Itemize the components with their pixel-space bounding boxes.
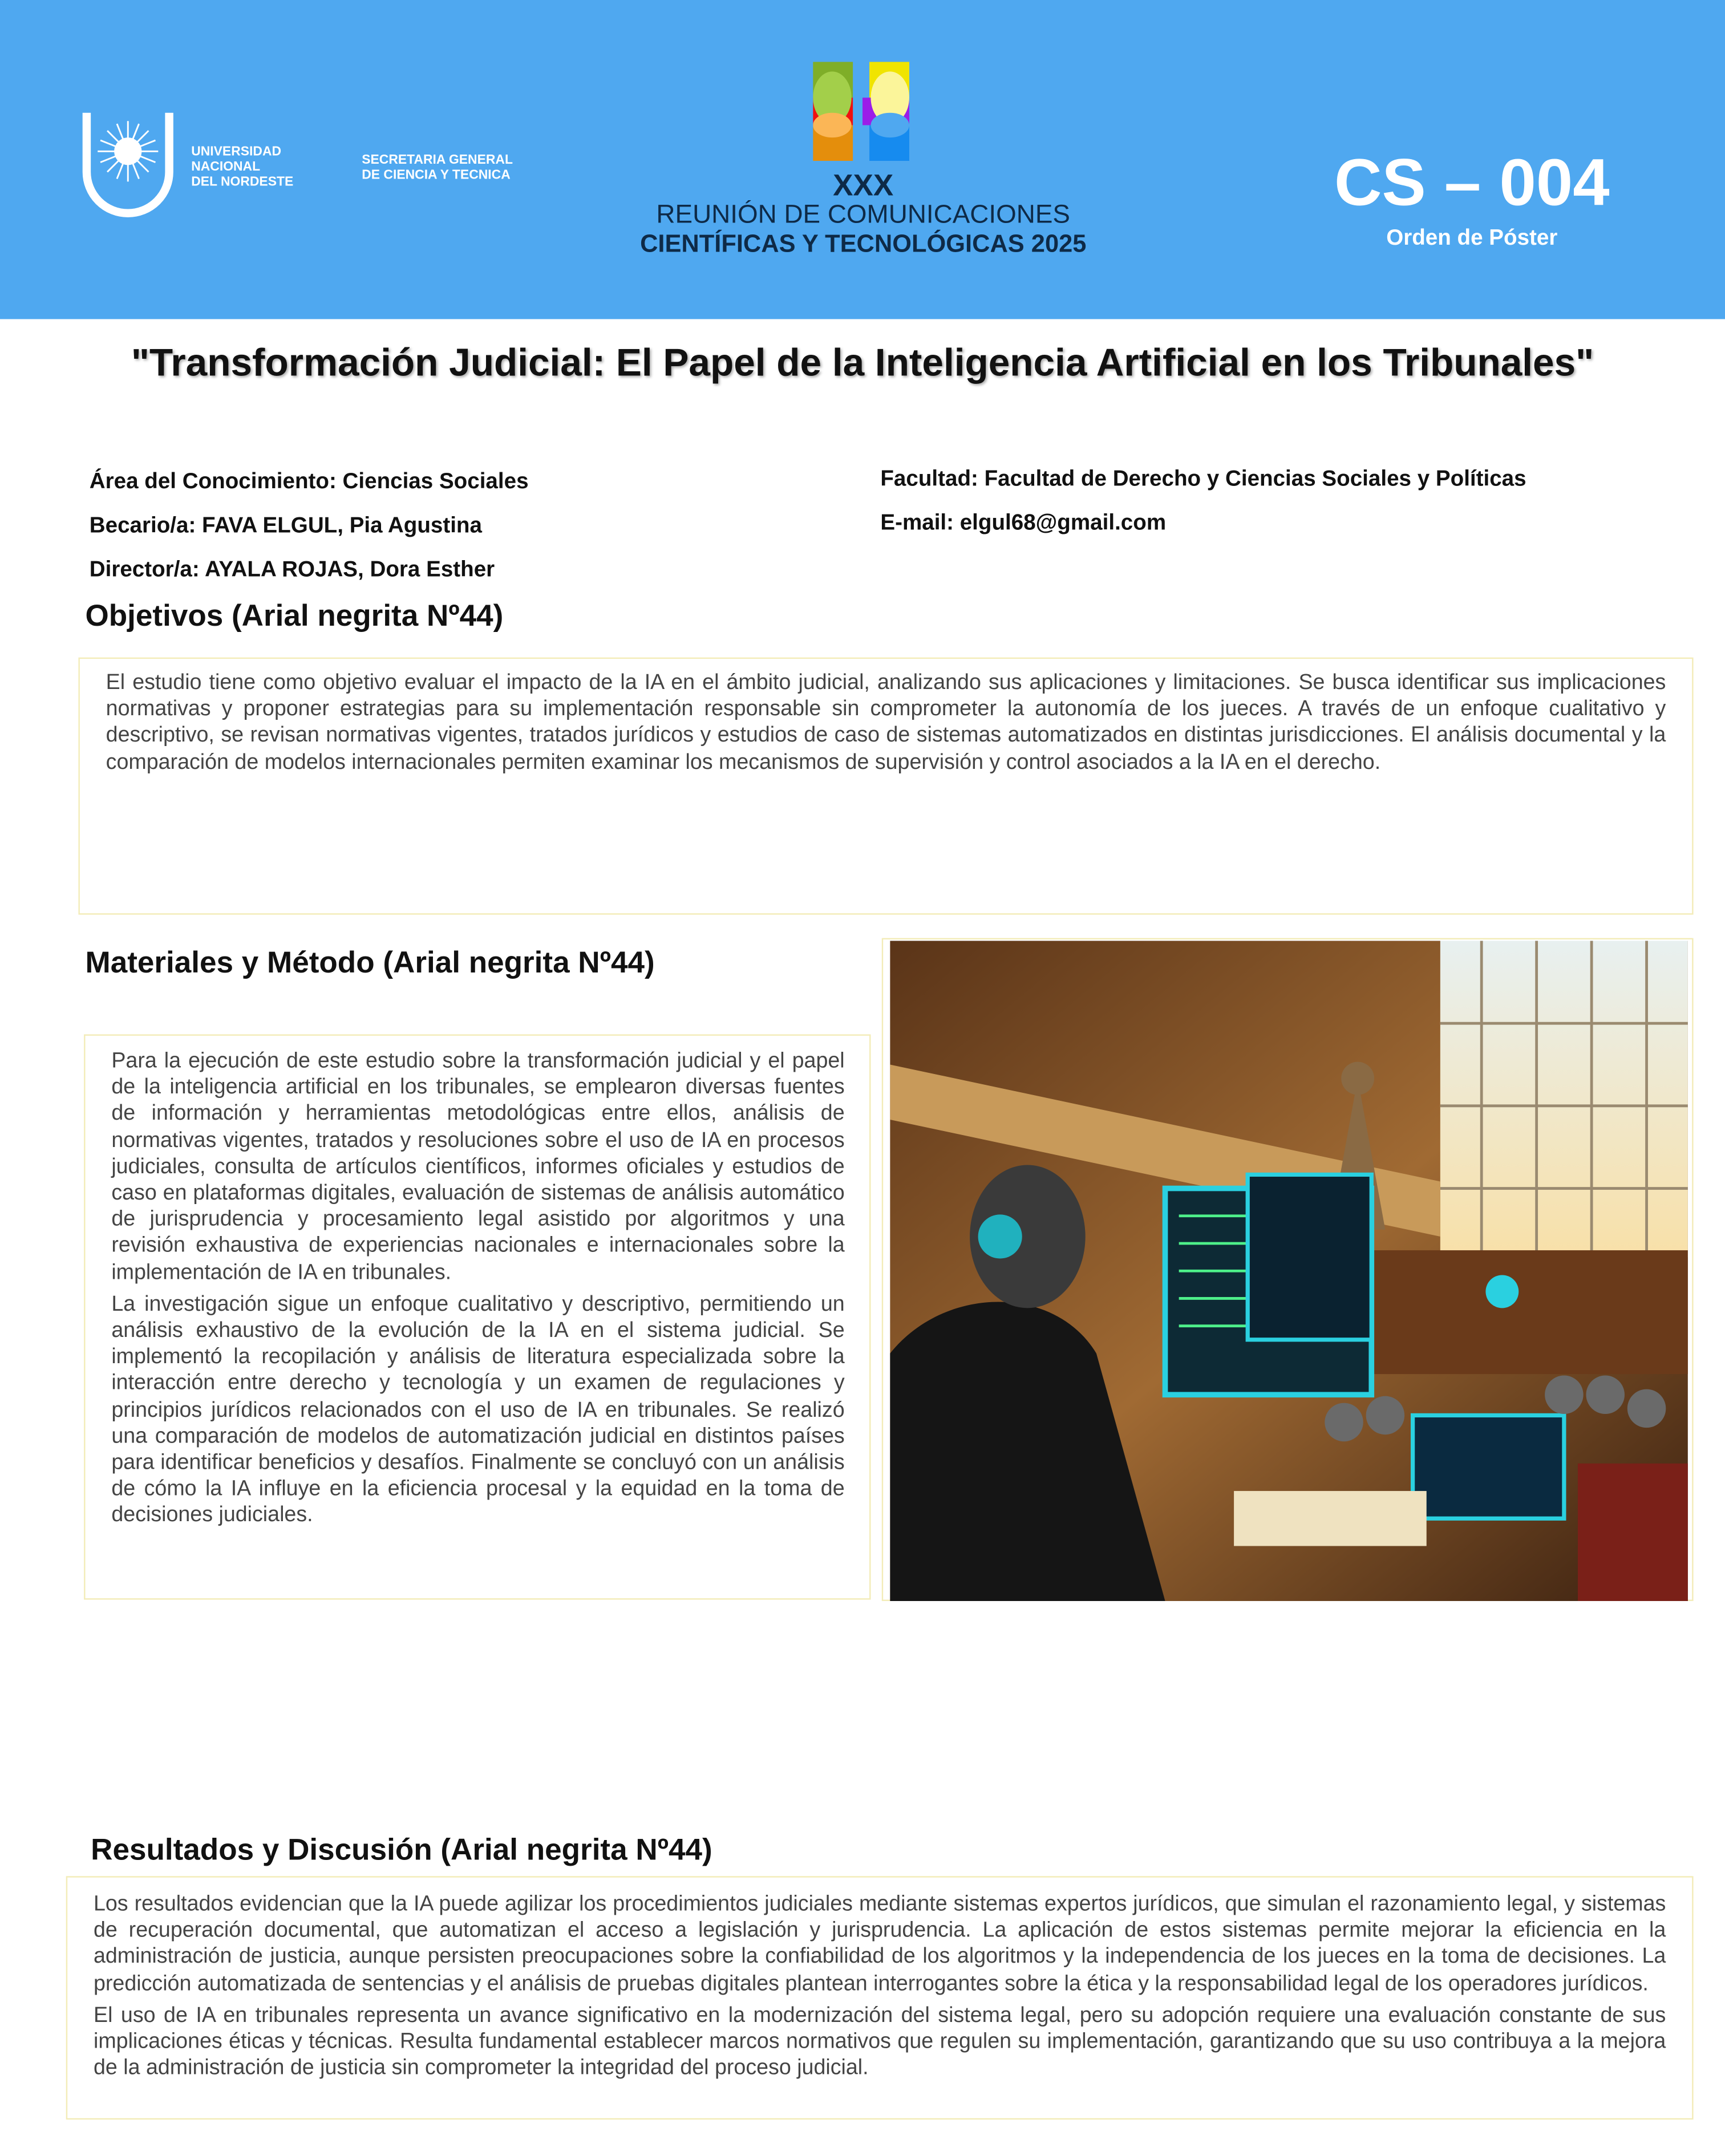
- poster-code: CS – 004: [1334, 147, 1610, 220]
- methods-heading: Materiales y Método (Arial negrita Nº44): [85, 945, 655, 979]
- event-logo-icon: [813, 62, 913, 161]
- objectives-box: [78, 658, 1693, 915]
- methods-paragraph: La investigación sigue un enfoque cualitativo y descriptivo, permitiendo un análisis exhaustivo de la evolución de la IA en el sistema judicial. Se implementó la recopilación y análisis de literatura especializada sobre la interacción entre derecho y tecnología y un examen de regulaciones y principios jurídicos relacionados con el uso de IA en tribunales. Se realizó una comparación de modelos de automatización judicial en distintos países para identificar beneficios y desafíos. Finalmente se concluyó con un análisis de cómo la IA influye en la eficiencia procesal y la equidad en la toma de decisiones judiciales.: [111, 1292, 845, 1527]
- methods-paragraph: Para la ejecución de este estudio sobre la transformación judicial y el papel de la inteligencia artificial en los tribunales, se emplearon diversas fuentes de información y herramientas metodológicas entre ellos, análisis de normativas vigentes, tratados y resoluciones sobre el uso de IA en procesos judiciales, consulta de artículos científicos, informes oficiales y estudios de caso en plataformas digitales, evaluación de sistemas de análisis automático de jurisprudencia y procesamiento legal asistido por algoritmos y una revisión exhaustiva de experiencias nacionales e internacionales sobre la implementación de IA en tribunales.: [111, 1049, 845, 1284]
- header-banner: [0, 0, 1725, 319]
- unne-logo-icon: [80, 110, 176, 223]
- secretaria-line: SECRETARIA GENERAL: [362, 152, 513, 168]
- courtroom-image: [890, 941, 1688, 1601]
- university-line: DEL NORDESTE: [191, 175, 294, 190]
- director-name: Director/a: AYALA ROJAS, Dora Esther: [89, 558, 495, 582]
- poster-code-label: Orden de Póster: [1386, 226, 1558, 250]
- poster-title: "Transformación Judicial: El Papel de la Inteligencia Artificial en los Tribunales": [131, 341, 1594, 384]
- results-heading: Resultados y Discusión (Arial negrita Nº44): [91, 1832, 712, 1867]
- objectives-text: El estudio tiene como objetivo evaluar el impacto de la IA en el ámbito judicial, analizando sus aplicaciones y limitaciones. Se busca identificar sus implicaciones normativas y proponer estrategias para su implementación responsable sin comprometer la autonomía de los jueces. A través de un enfoque cualitativo y descriptivo, se revisan normativas vigentes, tratados jurídicos y estudios de caso de sistemas automatizados en distintas jurisdicciones. El análisis documental y la comparación de modelos internacionales permiten examinar los mecanismos de supervisión y control asociados a la IA en el derecho.: [106, 671, 1666, 774]
- methods-box: [84, 1034, 870, 1599]
- university-name: [191, 144, 293, 190]
- objectives-heading: Objetivos (Arial negrita Nº44): [85, 598, 504, 633]
- university-line: UNIVERSIDAD: [191, 144, 282, 160]
- results-paragraph: Los resultados evidencian que la IA puede agilizar los procedimientos judiciales mediante sistemas expertos jurídicos, que simulan el razonamiento legal, y sistemas de recuperación documental, que automatizan el acceso a legislación y jurisprudencia. La aplicación de estos sistemas permite mejorar la eficiencia en la administración de justicia, aunque persisten preocupaciones sobre la confiabilidad de los algoritmos y la independencia de los jueces en la toma de decisiones. La predicción automatizada de sentencias y el análisis de pruebas digitales plantean interrogantes sobre la ética y la responsabilidad legal de los operadores jurídicos.: [93, 1892, 1666, 1996]
- event-number: XXX: [833, 168, 894, 202]
- faculty: Facultad: Facultad de Derecho y Ciencias Sociales y Políticas: [880, 467, 1526, 491]
- results-box: [66, 1876, 1694, 2119]
- results-paragraph: El uso de IA en tribunales representa un avance significativo en la modernización del sistema legal, pero su adopción requiere una evaluación constante de sus implicaciones éticas y técnicas. Resulta fundamental establecer marcos normativos que regulen su implementación, garantizando que su uso contribuya a la mejora de la administración de justicia sin comprometer la integridad del proceso judicial.: [93, 2004, 1666, 2080]
- university-line: NACIONAL: [191, 159, 261, 175]
- fellow-name: Becario/a: FAVA ELGUL, Pia Agustina: [89, 514, 482, 538]
- email: E-mail: elgul68@gmail.com: [880, 512, 1167, 536]
- knowledge-area: Área del Conocimiento: Ciencias Sociales: [89, 470, 529, 494]
- secretaria-name: [362, 153, 513, 183]
- event-title-line2: CIENTÍFICAS Y TECNOLÓGICAS 2025: [640, 229, 1087, 257]
- secretaria-line: DE CIENCIA Y TECNICA: [362, 168, 511, 183]
- event-title-line1: REUNIÓN DE COMUNICACIONES: [656, 201, 1070, 230]
- courtroom-ai-illustration: [882, 938, 1694, 1601]
